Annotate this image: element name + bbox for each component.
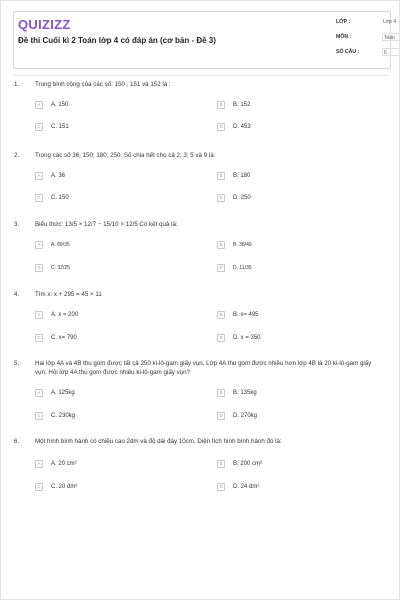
option-c-text: C. 151: [51, 124, 69, 130]
option-box-d[interactable]: D: [217, 194, 225, 202]
option-d-text: D. x = 350: [233, 335, 261, 341]
question-4-number: 4.: [14, 291, 20, 298]
option-box-c[interactable]: C: [35, 334, 43, 342]
question-1-text: Trung bình cộng của các số: 150 ; 151 và 152 là :: [35, 81, 171, 88]
question-2-text: Trong các số 36; 150; 180; 250. Số chia hết cho cả 2; 3; 5 và 9 là:: [35, 152, 216, 159]
option-box-b[interactable]: B: [217, 389, 225, 397]
option-b-text: B. 135kg: [233, 390, 257, 396]
option-b-text: B. 152: [233, 102, 251, 108]
question-3-number: 3.: [14, 221, 20, 228]
option-c-text: C. 230kg: [51, 413, 76, 419]
option-c-text: C. x= 790: [51, 335, 77, 341]
option-d-text: D. 250: [233, 195, 251, 201]
question-3-text: Biểu thức: 13/5 × 12/7 − 15/10 × 12/5 Có kết quả là:: [35, 221, 178, 228]
option-d-text: D. 453: [233, 124, 251, 130]
option-a-text: A. 20 cm²: [51, 461, 77, 467]
option-box-c[interactable]: C: [35, 194, 43, 202]
option-box-b[interactable]: B: [217, 460, 225, 468]
option-b-text: B. 180: [233, 173, 251, 179]
option-d-text: D. 24 dm²: [233, 484, 260, 490]
subject-label: MÔN :: [336, 34, 352, 40]
option-box-c[interactable]: C: [35, 483, 43, 491]
grade-value: Lớp 4: [383, 19, 397, 25]
option-a-text: A. 125kg: [51, 390, 75, 396]
option-a-text: A. x = 200: [51, 312, 79, 318]
option-box-c[interactable]: C: [35, 123, 43, 131]
option-box-d[interactable]: D: [217, 123, 225, 131]
question-5-number: 5.: [14, 360, 20, 367]
option-box-a[interactable]: A: [35, 172, 43, 180]
question-2-number: 2.: [14, 152, 20, 159]
option-box-d[interactable]: D: [217, 412, 225, 420]
question-1-number: 1.: [14, 81, 20, 88]
option-box-a[interactable]: A: [35, 311, 43, 319]
option-a-text: A. 150: [51, 102, 69, 108]
option-a-text: A. 36: [51, 173, 66, 179]
question-count-label: SỐ CÂU :: [336, 49, 360, 55]
option-c-text: C. 32/25: [51, 265, 70, 271]
option-c-text: C. 20 dm²: [51, 484, 78, 490]
question-6-text: Một hình bình hành có chiều cao 2dm và độ dài đáy 10cm. Diện tích hình bình hành đó là:: [35, 438, 282, 445]
option-box-c[interactable]: C: [35, 412, 43, 420]
option-box-a[interactable]: A: [35, 460, 43, 468]
option-b-text: B. x= 495: [233, 312, 259, 318]
worksheet-header: [13, 11, 397, 69]
question-5-text: Hai lớp 4A và 4B thu gom được tất cả 250 ki-lô-gam giấy vụn. Lớp 4A thu gom được nhiều hơn lớp 4B là 20 ki-lô-gam giấy vụn. Hỏi lớp 4A thu gom được nhiêu ki-lô-gam giấy vụn?: [35, 360, 372, 376]
option-box-b[interactable]: B: [217, 172, 225, 180]
question-6-number: 6.: [14, 438, 20, 445]
option-box-d[interactable]: D: [217, 264, 225, 272]
option-box-a[interactable]: A: [35, 101, 43, 109]
option-b-text: B. 38/49: [233, 242, 252, 248]
option-b-text: B. 200 cm²: [233, 461, 263, 467]
option-c-text: C. 150: [51, 195, 69, 201]
option-box-b[interactable]: B: [217, 241, 225, 249]
grade-label: LỚP :: [336, 19, 351, 25]
option-box-b[interactable]: B: [217, 101, 225, 109]
option-box-b[interactable]: B: [217, 311, 225, 319]
option-box-d[interactable]: D: [217, 334, 225, 342]
option-box-a[interactable]: A: [35, 389, 43, 397]
worksheet-title: Đề thi Cuối kì 2 Toán lớp 4 có đáp án (cơ bản - Đề 3): [18, 36, 216, 45]
option-a-text: A. 89/35: [51, 242, 70, 248]
header-divider: [13, 75, 389, 76]
option-d-text: D. 270kg: [233, 413, 258, 419]
quizizz-logo: QUIZIZZ: [18, 17, 71, 32]
question-4-text: Tìm x: x + 295 = 45 × 11: [35, 291, 102, 298]
option-d-text: D. 11/35: [233, 265, 252, 271]
option-box-d[interactable]: D: [217, 483, 225, 491]
question-count-value: 6: [382, 48, 400, 56]
subject-value: Toán: [382, 33, 400, 41]
option-box-a[interactable]: A: [35, 241, 43, 249]
option-box-c[interactable]: C: [35, 264, 43, 272]
